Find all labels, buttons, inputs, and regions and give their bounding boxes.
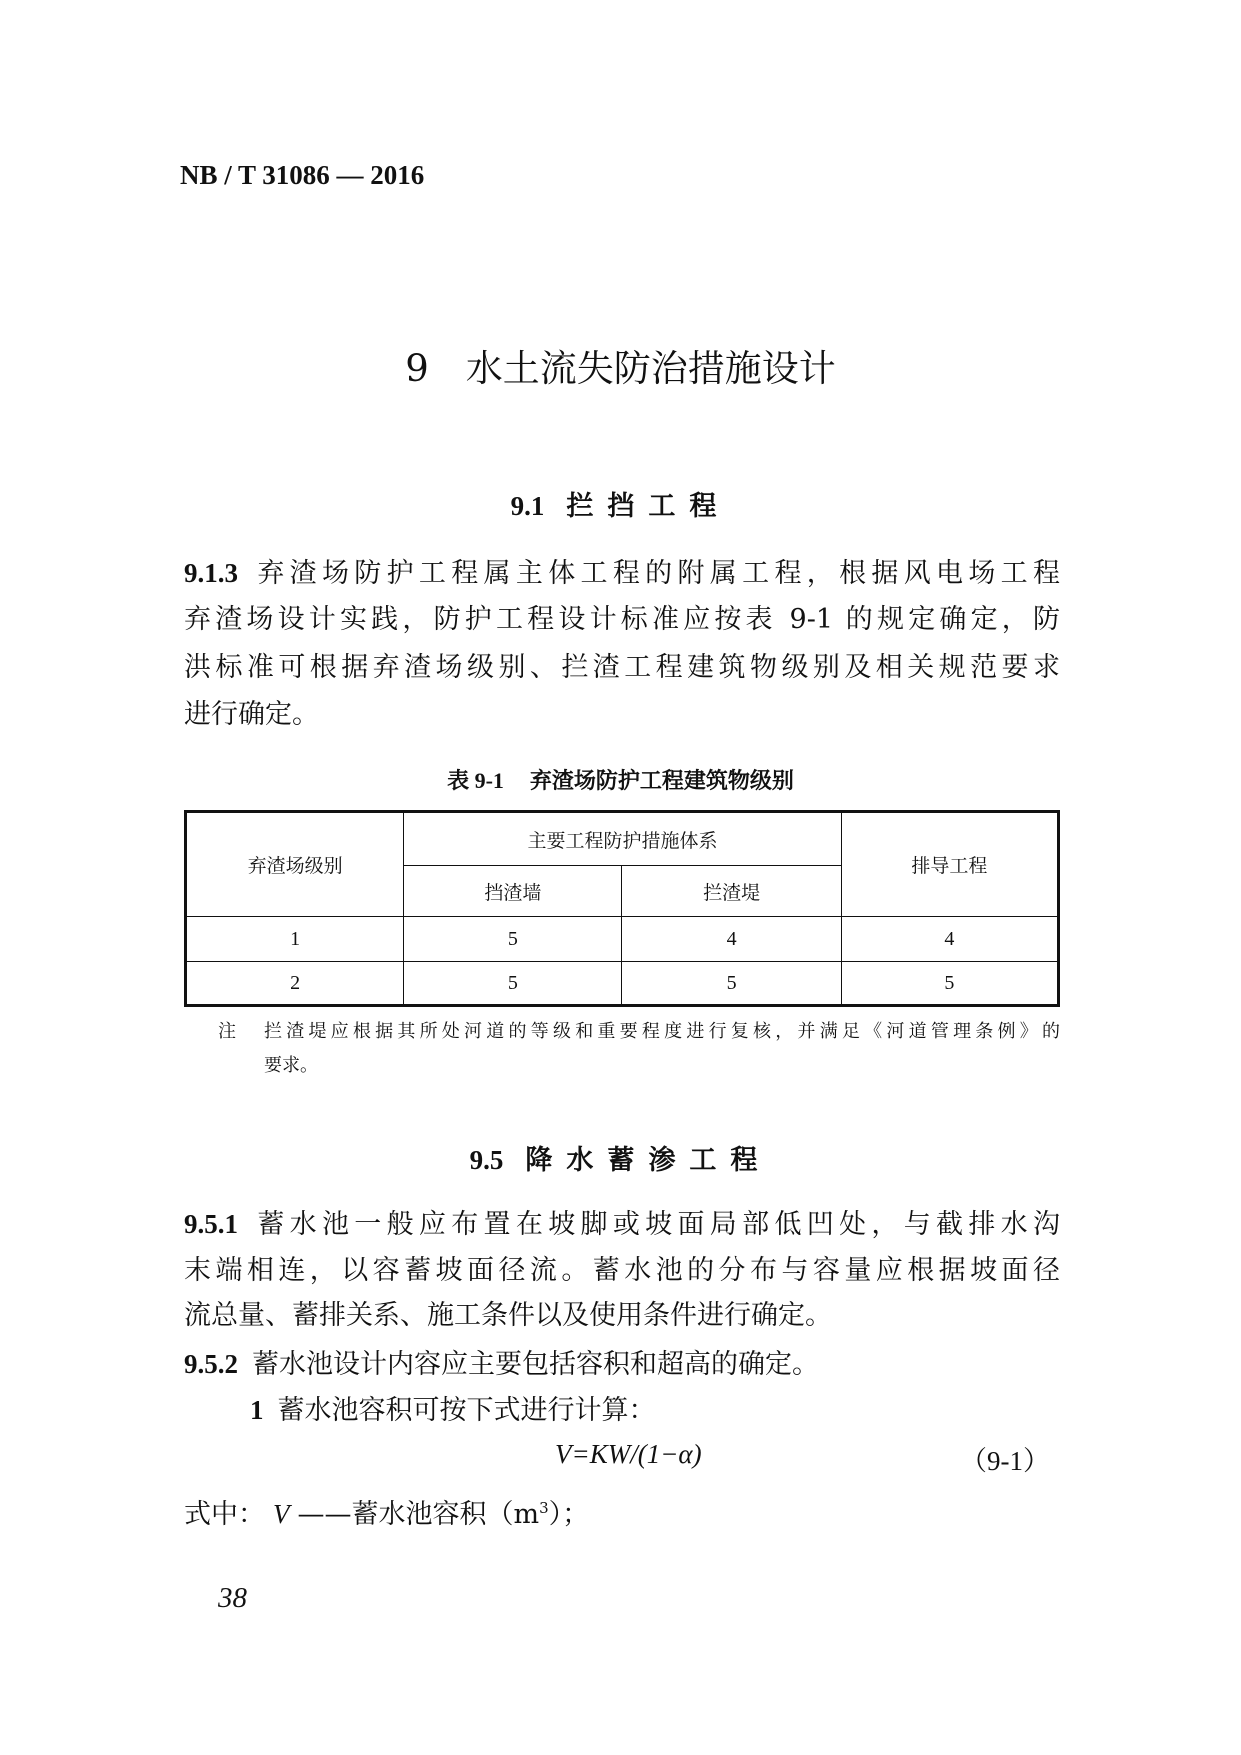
note-text: 要求。	[264, 1055, 318, 1076]
paragraph-text: 进行确定。	[184, 699, 319, 730]
clause-9-1-3-line	[184, 648, 1060, 688]
cell-level: 1	[186, 917, 404, 962]
header-drain: 排导工程	[841, 812, 1058, 917]
standard-code-header: NB / T 31086 — 2016	[180, 160, 425, 190]
table-9-1	[184, 810, 1060, 1007]
paragraph-text: 弃渣场防护工程属主体工程的附属工程，根据风电场工程	[252, 558, 1060, 589]
header-wall: 挡渣墙	[404, 866, 622, 917]
formula-9-1: V=KW/(1−α)	[555, 1439, 702, 1469]
item-number: 1	[250, 1395, 264, 1425]
header-level: 弃渣场级别	[186, 812, 404, 917]
clause-number: 9.5.1	[184, 1209, 238, 1239]
clause-9-5-1-line	[184, 1204, 1060, 1244]
cell-dike: 5	[622, 962, 841, 1006]
formula-number: （9-1）	[960, 1446, 1050, 1476]
where-dash: ——	[297, 1499, 352, 1530]
clause-9-1-3-line	[184, 553, 1060, 593]
clause-9-5-1-line	[184, 1251, 1060, 1291]
chapter-title: 9 水土流失防治措施设计	[405, 347, 836, 390]
paragraph-text: 蓄水池设计内容应主要包括容积和超高的确定。	[252, 1349, 819, 1380]
clause-9-5-2-line	[184, 1344, 1060, 1384]
cell-level: 2	[186, 962, 404, 1006]
clause-9-1-3-line	[184, 600, 1060, 640]
table-caption	[0, 764, 1241, 795]
table-title: 弃渣场防护工程建筑物级别	[529, 768, 794, 794]
section-heading-9-1	[0, 484, 1241, 523]
clause-9-1-3-line	[184, 695, 1060, 735]
where-line	[184, 1488, 1060, 1528]
where-label: 式中：	[184, 1499, 265, 1530]
where-text: 蓄水池容积（m	[351, 1499, 540, 1530]
clause-number: 9.1.3	[184, 558, 238, 588]
clause-number: 9.5.2	[184, 1349, 238, 1379]
paragraph-text: 蓄水池容积可按下式进行计算：	[277, 1395, 656, 1426]
where-end: ）；	[548, 1499, 590, 1530]
paragraph-text: 弃渣场设计实践，防护工程设计标准应按表 9-1 的规定确定，防	[184, 604, 1060, 635]
paragraph-text: 末端相连，以容蓄坡面径流。蓄水池的分布与容量应根据坡面径	[184, 1255, 1060, 1286]
cell-dike: 4	[622, 917, 841, 962]
cell-drain: 4	[841, 917, 1058, 962]
page-number: 38	[218, 1582, 247, 1614]
cell-wall: 5	[404, 962, 622, 1006]
cell-wall: 5	[404, 917, 622, 962]
paragraph-text: 洪标准可根据弃渣场级别、拦渣工程建筑物级别及相关规范要求	[184, 652, 1060, 683]
clause-9-5-1-line	[184, 1296, 1060, 1336]
paragraph-text: 蓄水池一般应布置在坡脚或坡面局部低凹处，与截排水沟	[252, 1209, 1060, 1240]
paragraph-text: 流总量、蓄排关系、施工条件以及使用条件进行确定。	[184, 1300, 832, 1331]
section-heading-9-5	[0, 1138, 1241, 1177]
table-row	[186, 917, 1059, 962]
where-symbol: V	[273, 1499, 290, 1529]
note-label: 注	[218, 1021, 236, 1042]
table-number: 表 9-1	[447, 768, 504, 793]
note-text: 拦渣堤应根据其所处河道的等级和重要程度进行复核，并满足《河道管理条例》的	[264, 1021, 1060, 1042]
section-number: 9.1	[510, 491, 545, 521]
section-title: 拦挡工程	[566, 491, 731, 522]
cell-drain: 5	[841, 962, 1058, 1006]
header-group: 主要工程防护措施体系	[404, 812, 841, 866]
item-1-line	[250, 1390, 1050, 1430]
section-number: 9.5	[469, 1145, 504, 1175]
table-row	[186, 962, 1059, 1006]
section-title: 降水蓄渗工程	[525, 1145, 772, 1176]
superscript: 3	[539, 1499, 549, 1517]
header-dike: 拦渣堤	[622, 866, 841, 917]
